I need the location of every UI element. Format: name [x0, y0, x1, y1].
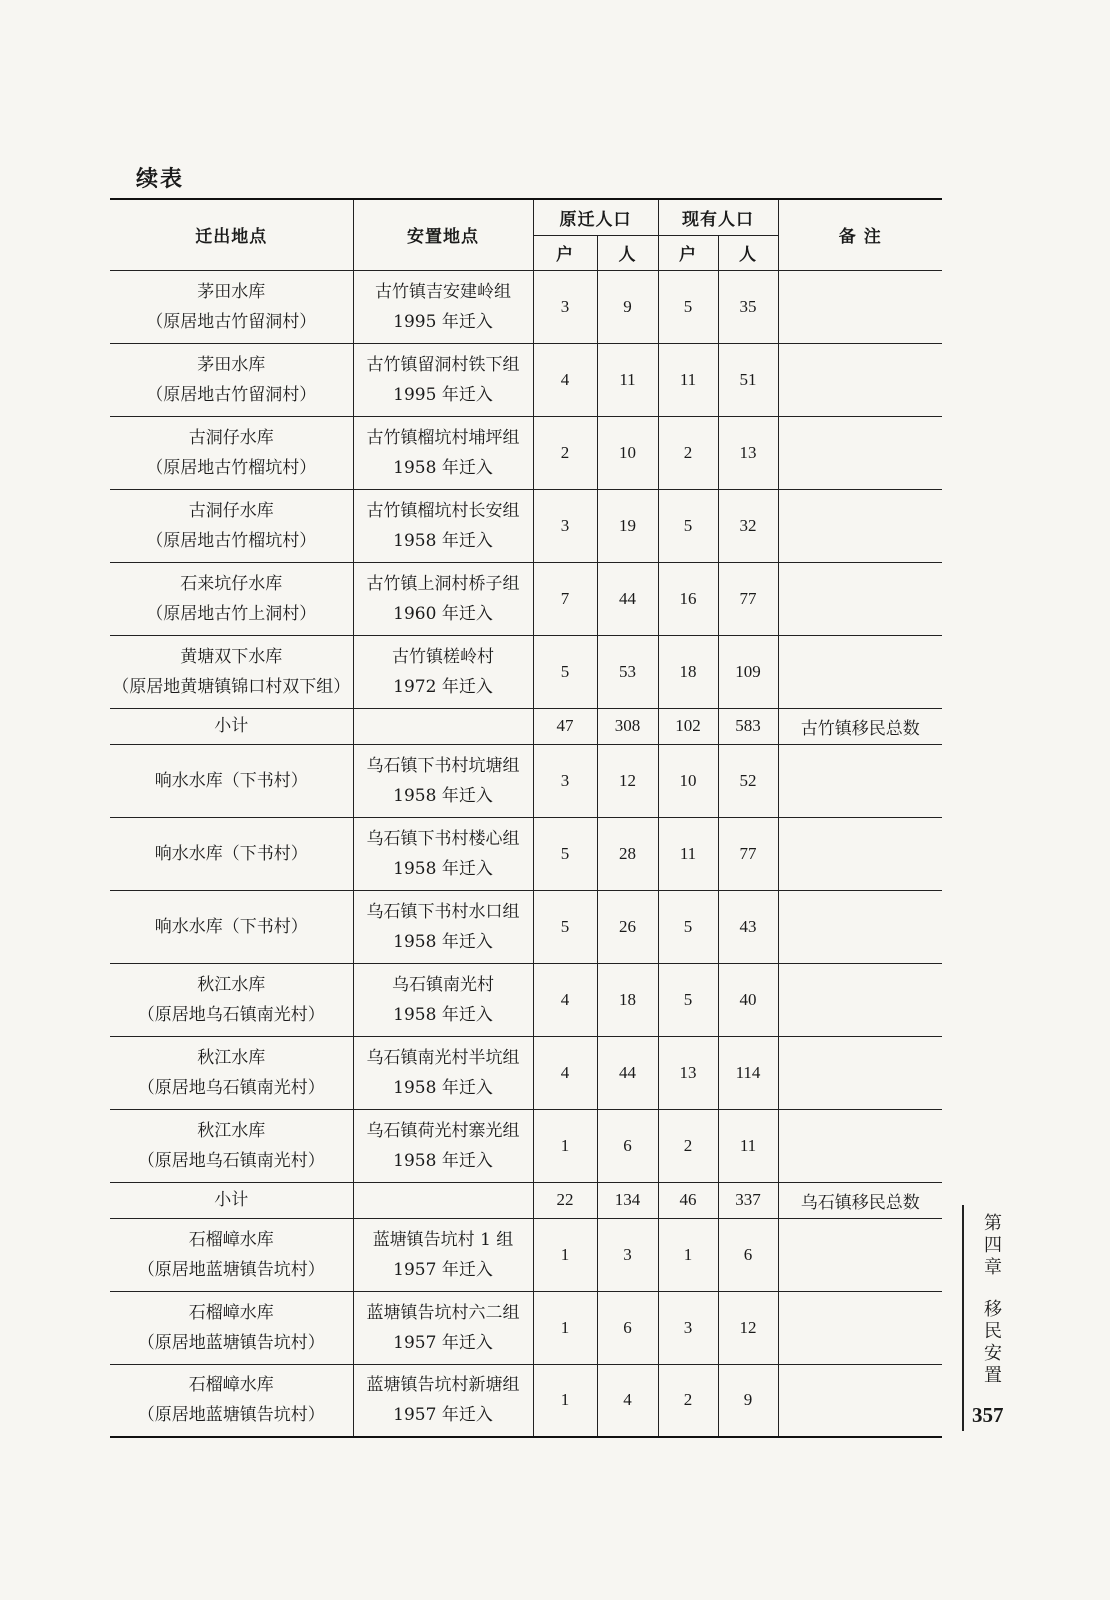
destination-cell-line: 乌石镇南光村半坑组	[366, 1047, 520, 1068]
current-persons-cell: 77	[718, 817, 778, 890]
original-persons-cell: 28	[597, 817, 658, 890]
origin-cell-line: 茅田水库	[197, 281, 266, 302]
current-households-cell: 2	[658, 416, 718, 489]
origin-cell	[110, 817, 353, 890]
original-persons-cell: 6	[597, 1291, 658, 1364]
destination-cell-line: 1957 年迁入	[393, 1259, 493, 1280]
resettlement-table	[110, 198, 942, 1438]
remarks-cell	[778, 343, 942, 416]
table-row	[110, 1364, 942, 1437]
current-households-cell: 10	[658, 744, 718, 817]
destination-cell-line: 1958 年迁入	[393, 1004, 493, 1025]
destination-cell	[353, 416, 533, 489]
table-row	[110, 270, 942, 343]
header-original-persons: 人	[597, 235, 658, 270]
remarks-cell	[778, 562, 942, 635]
section-label: 移民安置	[981, 1299, 1002, 1387]
header-remarks: 备 注	[778, 199, 942, 270]
destination-cell	[353, 817, 533, 890]
origin-cell-line: （原居地黄塘镇锦口村双下组）	[112, 676, 351, 697]
header-destination: 安置地点	[353, 199, 533, 270]
origin-cell-line: （原居地古竹留洞村）	[146, 384, 317, 405]
current-persons-cell: 337	[718, 1182, 778, 1218]
original-households-cell: 7	[533, 562, 597, 635]
origin-cell	[110, 270, 353, 343]
original-persons-cell: 6	[597, 1109, 658, 1182]
original-households-cell: 1	[533, 1109, 597, 1182]
destination-cell	[353, 708, 533, 744]
table-row	[110, 1291, 942, 1364]
destination-cell-line: 1972 年迁入	[393, 676, 493, 697]
destination-cell-line: 1960 年迁入	[393, 603, 493, 624]
destination-cell-line: 1958 年迁入	[393, 530, 493, 551]
origin-cell-line: 响水水库（下书村）	[154, 843, 308, 864]
destination-cell	[353, 1364, 533, 1437]
current-persons-cell: 32	[718, 489, 778, 562]
current-households-cell: 5	[658, 489, 718, 562]
table-row	[110, 1218, 942, 1291]
current-persons-cell: 52	[718, 744, 778, 817]
current-households-cell: 5	[658, 963, 718, 1036]
remarks-cell	[778, 744, 942, 817]
destination-cell-line: 1958 年迁入	[393, 1150, 493, 1171]
table-row	[110, 1036, 942, 1109]
origin-cell	[110, 890, 353, 963]
remarks-cell	[778, 890, 942, 963]
destination-cell-line: 古竹镇吉安建岭组	[375, 281, 511, 302]
destination-cell-line: 1995 年迁入	[393, 384, 493, 405]
destination-cell-line: 1957 年迁入	[393, 1405, 493, 1426]
origin-cell	[110, 1364, 353, 1437]
origin-cell-line: 响水水库（下书村）	[154, 916, 308, 937]
destination-cell	[353, 963, 533, 1036]
current-persons-cell: 9	[718, 1364, 778, 1437]
current-persons-cell: 11	[718, 1109, 778, 1182]
origin-cell-line: 石榴嶂水库	[188, 1229, 274, 1250]
remarks-cell	[778, 1291, 942, 1364]
destination-cell-line: 1958 年迁入	[393, 1077, 493, 1098]
origin-cell-line: （原居地蓝塘镇告坑村）	[137, 1259, 325, 1280]
current-households-cell: 2	[658, 1364, 718, 1437]
original-households-cell: 4	[533, 1036, 597, 1109]
current-households-cell: 11	[658, 817, 718, 890]
header-origin: 迁出地点	[110, 199, 353, 270]
header-current-persons: 人	[718, 235, 778, 270]
origin-cell-line: 小计	[214, 716, 249, 736]
destination-cell-line: 蓝塘镇告坑村六二组	[366, 1302, 520, 1323]
remarks-cell	[778, 416, 942, 489]
destination-cell-line: 蓝塘镇告坑村 1 组	[372, 1229, 514, 1250]
header-original-population: 原迁人口	[533, 199, 658, 235]
origin-cell	[110, 343, 353, 416]
current-households-cell: 3	[658, 1291, 718, 1364]
current-households-cell: 16	[658, 562, 718, 635]
page-sidebar	[962, 1205, 1030, 1431]
destination-cell-line: 1958 年迁入	[393, 785, 493, 806]
origin-cell	[110, 416, 353, 489]
origin-cell	[110, 1109, 353, 1182]
original-households-cell: 1	[533, 1291, 597, 1364]
current-households-cell: 2	[658, 1109, 718, 1182]
current-households-cell: 102	[658, 708, 718, 744]
current-persons-cell: 77	[718, 562, 778, 635]
original-persons-cell: 18	[597, 963, 658, 1036]
original-persons-cell: 11	[597, 343, 658, 416]
table-row	[110, 416, 942, 489]
original-persons-cell: 10	[597, 416, 658, 489]
origin-cell-line: 秋江水库	[197, 1047, 266, 1068]
original-persons-cell: 53	[597, 635, 658, 708]
current-households-cell: 5	[658, 890, 718, 963]
destination-cell-line: 1957 年迁入	[393, 1332, 493, 1353]
original-households-cell: 5	[533, 890, 597, 963]
remarks-cell	[778, 817, 942, 890]
table-row	[110, 562, 942, 635]
destination-cell	[353, 1291, 533, 1364]
remarks-cell	[778, 489, 942, 562]
current-households-cell: 13	[658, 1036, 718, 1109]
current-households-cell: 11	[658, 343, 718, 416]
origin-cell-line: （原居地蓝塘镇告坑村）	[137, 1405, 325, 1426]
origin-cell	[110, 708, 353, 744]
destination-cell-line: 1958 年迁入	[393, 457, 493, 478]
header-original-households: 户	[533, 235, 597, 270]
original-households-cell: 2	[533, 416, 597, 489]
origin-cell-line: （原居地蓝塘镇告坑村）	[137, 1332, 325, 1353]
destination-cell-line: 古竹镇留洞村铁下组	[366, 354, 520, 375]
destination-cell-line: 1995 年迁入	[393, 311, 493, 332]
header-current-population: 现有人口	[658, 199, 778, 235]
origin-cell-line: （原居地古竹榴坑村）	[146, 530, 317, 551]
origin-cell-line: 秋江水库	[197, 974, 266, 995]
origin-cell	[110, 489, 353, 562]
table-row	[110, 489, 942, 562]
original-households-cell: 5	[533, 817, 597, 890]
current-households-cell: 18	[658, 635, 718, 708]
current-persons-cell: 6	[718, 1218, 778, 1291]
original-persons-cell: 4	[597, 1364, 658, 1437]
original-households-cell: 3	[533, 270, 597, 343]
origin-cell-line: 古洞仔水库	[188, 427, 274, 448]
original-households-cell: 5	[533, 635, 597, 708]
original-households-cell: 22	[533, 1182, 597, 1218]
origin-cell-line: （原居地乌石镇南光村）	[137, 1150, 325, 1171]
origin-cell-line: （原居地古竹上洞村）	[146, 603, 317, 624]
origin-cell-line: （原居地乌石镇南光村）	[137, 1077, 325, 1098]
remarks-cell	[778, 963, 942, 1036]
destination-cell	[353, 1109, 533, 1182]
origin-cell-line: 茅田水库	[197, 354, 266, 375]
origin-cell-line: 小计	[214, 1190, 249, 1210]
origin-cell	[110, 1182, 353, 1218]
original-persons-cell: 308	[597, 708, 658, 744]
table-body	[110, 270, 942, 1437]
destination-cell	[353, 890, 533, 963]
original-households-cell: 3	[533, 744, 597, 817]
destination-cell-line: 乌石镇南光村	[392, 974, 494, 995]
current-households-cell: 46	[658, 1182, 718, 1218]
destination-cell-line: 古竹镇槎岭村	[392, 646, 494, 667]
destination-cell-line: 古竹镇榴坑村埔坪组	[366, 427, 520, 448]
original-households-cell: 3	[533, 489, 597, 562]
destination-cell-line: 蓝塘镇告坑村新塘组	[366, 1375, 520, 1396]
remarks-cell	[778, 1218, 942, 1291]
origin-cell	[110, 1036, 353, 1109]
origin-cell-line: 秋江水库	[197, 1120, 266, 1141]
remarks-cell	[778, 1036, 942, 1109]
current-persons-cell: 40	[718, 963, 778, 1036]
remarks-cell: 乌石镇移民总数	[778, 1182, 942, 1218]
destination-cell-line: 乌石镇下书村楼心组	[366, 828, 520, 849]
original-persons-cell: 3	[597, 1218, 658, 1291]
original-households-cell: 4	[533, 343, 597, 416]
remarks-cell	[778, 270, 942, 343]
original-persons-cell: 9	[597, 270, 658, 343]
destination-cell-line: 1958 年迁入	[393, 931, 493, 952]
origin-cell-line: （原居地古竹留洞村）	[146, 311, 317, 332]
origin-cell	[110, 744, 353, 817]
origin-cell-line: 黄塘双下水库	[180, 646, 283, 667]
destination-cell	[353, 489, 533, 562]
destination-cell	[353, 1218, 533, 1291]
origin-cell-line: 响水水库（下书村）	[154, 770, 308, 791]
origin-cell-line: （原居地古竹榴坑村）	[146, 457, 317, 478]
origin-cell-line: 石来坑仔水库	[180, 573, 283, 594]
current-persons-cell: 583	[718, 708, 778, 744]
current-persons-cell: 109	[718, 635, 778, 708]
origin-cell	[110, 963, 353, 1036]
current-persons-cell: 43	[718, 890, 778, 963]
destination-cell	[353, 270, 533, 343]
destination-cell	[353, 1182, 533, 1218]
remarks-cell: 古竹镇移民总数	[778, 708, 942, 744]
table-row	[110, 963, 942, 1036]
header-current-households: 户	[658, 235, 718, 270]
origin-cell	[110, 635, 353, 708]
original-persons-cell: 44	[597, 1036, 658, 1109]
table-row	[110, 890, 942, 963]
destination-cell	[353, 744, 533, 817]
origin-cell	[110, 1291, 353, 1364]
origin-cell-line: 古洞仔水库	[188, 500, 274, 521]
origin-cell	[110, 562, 353, 635]
original-persons-cell: 12	[597, 744, 658, 817]
subtotal-row	[110, 1182, 942, 1218]
current-households-cell: 1	[658, 1218, 718, 1291]
origin-cell	[110, 1218, 353, 1291]
destination-cell	[353, 562, 533, 635]
original-households-cell: 1	[533, 1218, 597, 1291]
destination-cell-line: 乌石镇下书村坑塘组	[366, 755, 520, 776]
subtotal-row	[110, 708, 942, 744]
original-households-cell: 4	[533, 963, 597, 1036]
original-households-cell: 47	[533, 708, 597, 744]
destination-cell-line: 古竹镇榴坑村长安组	[366, 500, 520, 521]
original-persons-cell: 26	[597, 890, 658, 963]
origin-cell-line: 石榴嶂水库	[188, 1302, 274, 1323]
page-number: 357	[972, 1403, 1004, 1427]
current-persons-cell: 12	[718, 1291, 778, 1364]
continued-table-label: 续表	[136, 166, 185, 192]
original-persons-cell: 134	[597, 1182, 658, 1218]
destination-cell-line: 乌石镇荷光村寨光组	[366, 1120, 520, 1141]
table-row	[110, 635, 942, 708]
remarks-cell	[778, 635, 942, 708]
table-row	[110, 343, 942, 416]
origin-cell-line: （原居地乌石镇南光村）	[137, 1004, 325, 1025]
destination-cell-line: 古竹镇上洞村桥子组	[366, 573, 520, 594]
chapter-label: 第四章	[981, 1213, 1002, 1279]
current-persons-cell: 13	[718, 416, 778, 489]
original-persons-cell: 19	[597, 489, 658, 562]
original-households-cell: 1	[533, 1364, 597, 1437]
current-households-cell: 5	[658, 270, 718, 343]
table-row	[110, 1109, 942, 1182]
destination-cell-line: 1958 年迁入	[393, 858, 493, 879]
destination-cell-line: 乌石镇下书村水口组	[366, 901, 520, 922]
current-persons-cell: 51	[718, 343, 778, 416]
origin-cell-line: 石榴嶂水库	[188, 1375, 274, 1396]
remarks-cell	[778, 1364, 942, 1437]
destination-cell	[353, 343, 533, 416]
original-persons-cell: 44	[597, 562, 658, 635]
current-persons-cell: 35	[718, 270, 778, 343]
table-row	[110, 744, 942, 817]
table-row	[110, 817, 942, 890]
destination-cell	[353, 1036, 533, 1109]
current-persons-cell: 114	[718, 1036, 778, 1109]
remarks-cell	[778, 1109, 942, 1182]
destination-cell	[353, 635, 533, 708]
